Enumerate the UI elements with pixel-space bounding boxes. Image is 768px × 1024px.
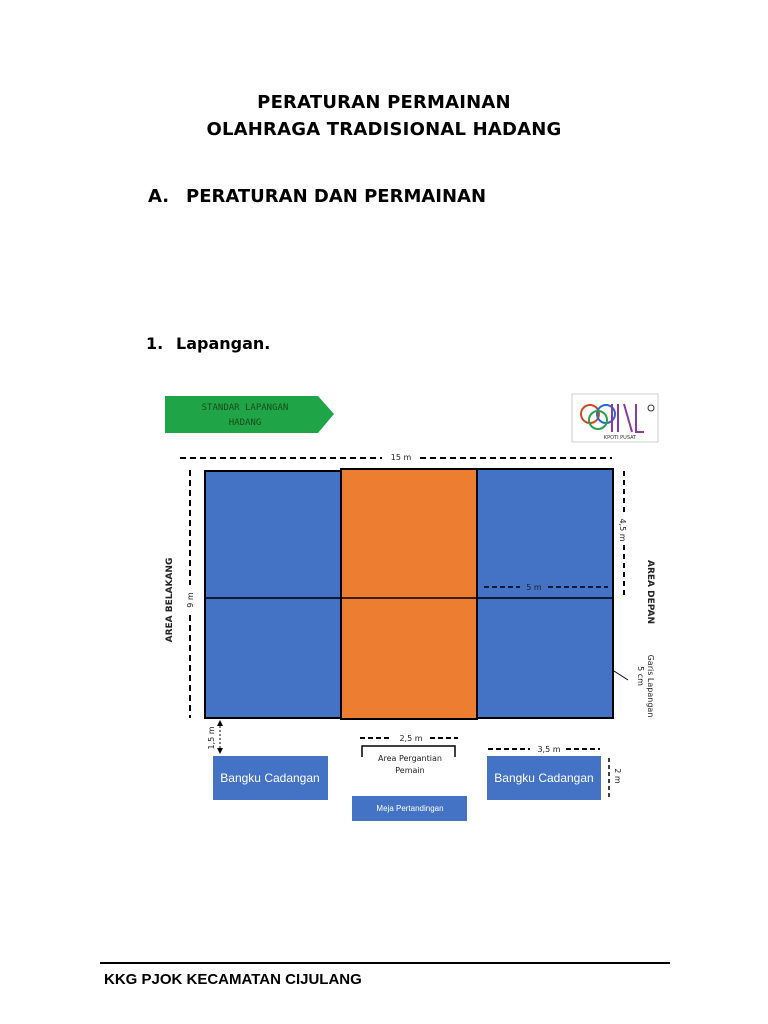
banner-line-2: HADANG: [228, 418, 262, 428]
document-title-line-2: OLAHRAGA TRADISIONAL HADANG: [206, 119, 562, 140]
bench-left-label: Bangku Cadangan: [220, 771, 320, 785]
bench-right-label: Bangku Cadangan: [494, 771, 594, 785]
dim-half-label: 4,5 m: [618, 518, 627, 542]
court-left-bottom: [205, 598, 341, 718]
footer-rule: [100, 962, 670, 964]
section-text: PERATURAN DAN PERMAINAN: [186, 186, 487, 207]
logo-caption: KPOTI PUSAT: [603, 435, 637, 441]
sub-area-line-2: Pemain: [395, 766, 425, 775]
dim-width-label: 15 m: [390, 453, 412, 462]
sub-area-line-1: Area Pergantian: [378, 754, 442, 763]
kpoti-logo-icon: [572, 394, 658, 442]
court-right-bottom: [477, 598, 613, 718]
dim-height-label: 9 m: [186, 592, 195, 608]
subsection-number: 1.: [146, 334, 164, 353]
banner-line-1: STANDAR LAPANGAN: [201, 403, 289, 413]
dim-sub-area-label: 2,5 m: [399, 734, 423, 743]
court-left-top: [205, 471, 341, 598]
dim-bench-depth-label: 2 m: [613, 768, 622, 784]
line-label-2: 5 cm: [636, 666, 645, 686]
area-back-label: AREA BELAKANG: [165, 557, 175, 643]
dim-bench-width-label: 3,5 m: [537, 745, 561, 754]
footer-text: KKG PJOK KECAMATAN CIJULANG: [104, 971, 362, 988]
subsection-text: Lapangan.: [176, 334, 271, 353]
line-label-1: Garis Lapangan: [646, 654, 655, 718]
match-table-label: Meja Pertandingan: [376, 804, 444, 813]
court-center: [341, 469, 477, 719]
dim-center-line-label: 5 m: [526, 583, 542, 592]
court-right-top: [477, 469, 613, 598]
document-title-line-1: PERATURAN PERMAINAN: [257, 92, 511, 113]
area-front-label: AREA DEPAN: [645, 559, 655, 625]
section-number: A.: [148, 186, 170, 207]
dim-bench-gap-label: 1,5 m: [207, 726, 216, 750]
